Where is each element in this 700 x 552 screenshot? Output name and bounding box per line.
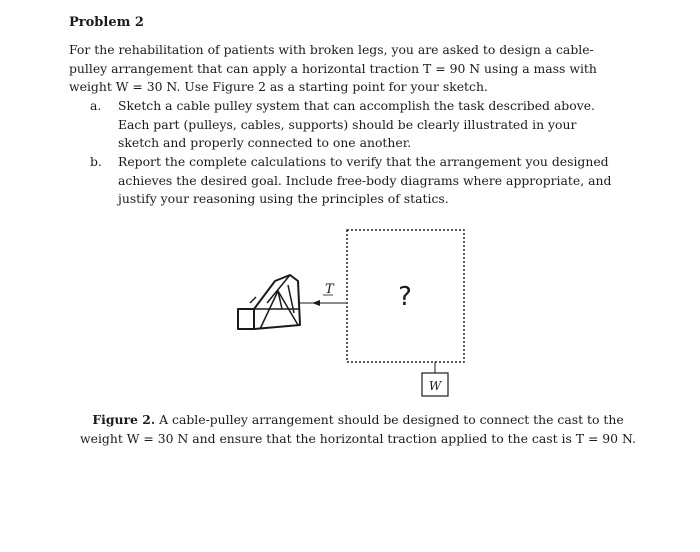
problem-intro: For the rehabilitation of patients with broken legs, you are asked to design a cable-pulley arrangement that can apply a horizontal traction T = 90 N using a mass with weight W = 30 N. Use Figure 2 as a starting point for your sketch.: [69, 42, 597, 94]
caption-text: A cable-pulley arrangement should be designed to connect the cast to the weight W = 30 N and ensure that the horizontal traction applied to the cast is T = 90 N.: [80, 412, 636, 446]
problem-title: Problem 2: [69, 15, 144, 30]
list-marker-b: b.: [90, 154, 102, 169]
unknown-label: ?: [398, 282, 412, 312]
list-marker-a: a.: [90, 98, 102, 113]
figure-diagram: [220, 225, 480, 400]
caption-label: Figure 2.: [92, 412, 156, 427]
tension-label: T: [325, 282, 334, 297]
list-text-a: Sketch a cable pulley system that can accomplish the task described above. Each part (pulleys, cables, supports) should be clearly illustrated in your sketch and properly connected to one another.: [118, 98, 595, 150]
weight-label: W: [428, 379, 442, 393]
list-text-b: Report the complete calculations to verify that the arrangement you designed achieves the desired goal. Include free-body diagrams where appropriate, and justify your reasoning using the principles of statics.: [118, 154, 612, 206]
tension-arrow-icon: [312, 300, 320, 306]
leg-cast-icon: [238, 275, 300, 329]
figure-caption: [78, 410, 638, 448]
